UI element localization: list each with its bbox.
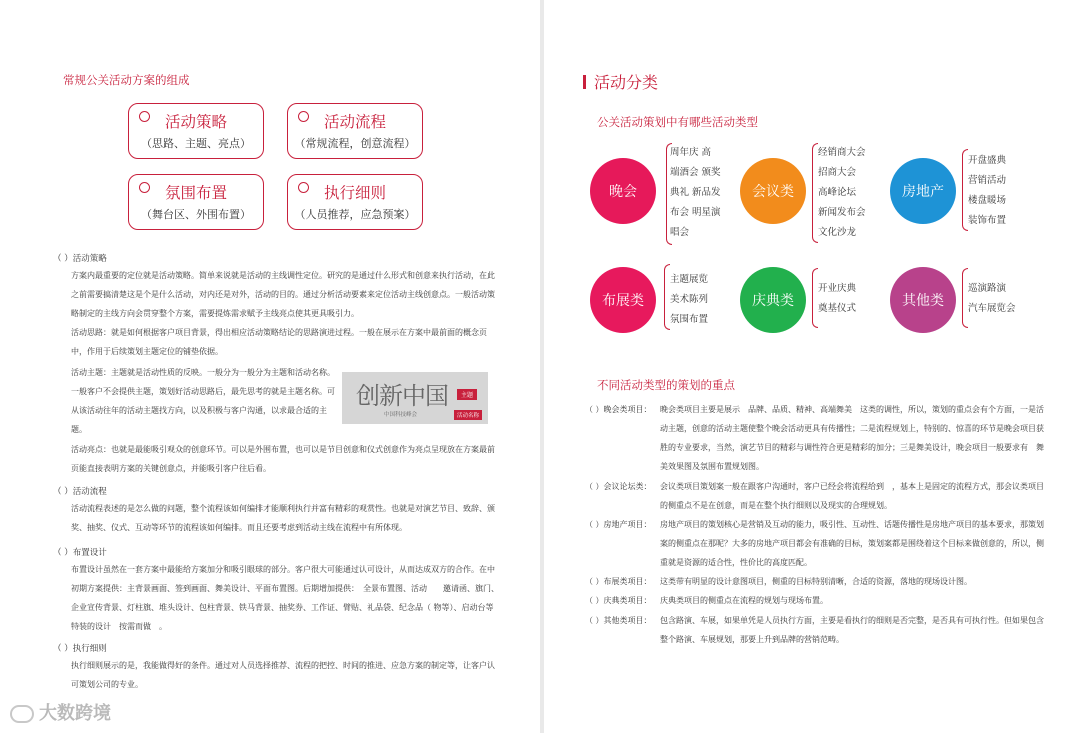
focus-label: （ ）房地产项目： xyxy=(585,520,652,529)
logo-tag-name: 活动名称 xyxy=(454,410,482,420)
category-list-celebration xyxy=(818,279,856,319)
card-title: 活动策略 xyxy=(164,113,227,131)
title-accent-bar xyxy=(583,75,586,89)
category-list-realestate xyxy=(968,151,1006,231)
watermark xyxy=(10,699,111,725)
para-process: 活动流程表述的是怎么做的问题，整个流程该如何编排才能顺利执行并富有精彩的观赏性。也就是对演艺节目、致辞、颁奖、抽奖、仪式、互动等环节的流程该如何编排。而且还要考虑到活动主线在流程中有所体现。 xyxy=(71,504,495,532)
list-item: 端酒会 颁奖 xyxy=(670,167,721,178)
focus-label: （ ）布展类项目： xyxy=(585,577,652,586)
para-theme: 活动主题：主题就是活动性质的反映。一般分为一般分为主题和活动名称。一般客户不会提供主题，策划好活动思路后，最先思考的就是主题名称。可从该活动往年的活动主题找方向，以及积极与客户沟通，以求最合适的主题。 xyxy=(71,368,335,434)
focus-text: 晚会类项目主要是展示 品牌、品质、精神、高端舞美 这类的调性，所以，策划的重点会有个方面，一是活动主题，创意的活动主题使整个晚会活动更具有传播性；二是流程规划上，特别的、惊喜的环节是晚会项目获胜的专业要求，当然，演艺节目的精彩与调性符合更是精彩的加分；三是舞美设计，晚会项目一般要求有 舞美效果图及氛围布置规划图。 xyxy=(660,405,1044,471)
card-execution xyxy=(287,174,423,230)
category-list-meeting xyxy=(818,143,866,243)
focus-label: （ ）庆典类项目： xyxy=(585,596,652,605)
card-subtitle: （舞台区、外围布置） xyxy=(141,208,251,221)
list-item: 装饰布置 xyxy=(968,215,1007,226)
list-item: 开业庆典 xyxy=(818,283,857,294)
list-item: 经销商大会 xyxy=(818,147,866,158)
section-process-heading: （ ）活动流程 xyxy=(53,487,107,497)
list-item: 主题展览 xyxy=(670,274,709,285)
focus-text: 包含路演、车展，如果单凭是人员执行方面，主要是看执行的细则是否完整，是否具有可执行性。但如果包含整个路演、车展规划，那要上升到品牌的营销范畴。 xyxy=(660,616,1044,644)
focus-title: 不同活动类型的策划的重点 xyxy=(597,378,735,392)
category-circle-party: 晚会 xyxy=(590,158,656,224)
logo-main-text: 创新中国 xyxy=(356,382,448,410)
page-spine xyxy=(540,0,544,733)
list-item: 新闻发布会 xyxy=(818,207,866,218)
focus-label: （ ）会议论坛类： xyxy=(585,482,652,491)
category-list-exhibition xyxy=(670,270,708,330)
left-heading: 常规公关活动方案的组成 xyxy=(63,73,190,87)
para-execution: 执行细则展示的是，我能做得好的条件。通过对人员选择推荐、流程的把控、时间的推进、应急方案的制定等，让客户认可策划公司的专业。 xyxy=(71,661,495,689)
card-title: 氛围布置 xyxy=(164,184,227,202)
list-item: 氛围布置 xyxy=(670,314,709,325)
right-subtitle: 公关活动策划中有哪些活动类型 xyxy=(597,115,758,129)
focus-text: 房地产项目的策划核心是营销及互动的能力，吸引性、互动性、话题传播性是房地产项目的基本要求，那策划案的侧重点在那呢？大多的房地产项目都会有准确的目标，策划案都是围绕着这个目标来做创意的，所以，侧重就是资源的适合性，性价比的高度匹配。 xyxy=(660,520,1044,567)
category-circle-realestate: 房地产 xyxy=(890,158,956,224)
logo-tag-theme: 主题 xyxy=(457,389,477,400)
section-strategy-heading: （ ）活动策略 xyxy=(53,254,107,264)
circle-icon xyxy=(139,111,150,122)
watermark-text: 大数跨境 xyxy=(39,703,111,724)
section-execution-heading: （ ）执行细则 xyxy=(53,644,107,654)
list-item: 文化沙龙 xyxy=(818,227,857,238)
focus-text: 庆典类项目的侧重点在流程的规划与现场布置。 xyxy=(660,596,828,605)
card-layout xyxy=(128,174,264,230)
card-process xyxy=(287,103,423,159)
watermark-logo-icon xyxy=(10,705,34,723)
category-circle-celebration: 庆典类 xyxy=(740,267,806,333)
right-page xyxy=(540,0,1080,733)
category-list-other xyxy=(968,279,1016,319)
card-title: 活动流程 xyxy=(323,113,386,131)
card-title: 执行细则 xyxy=(323,184,386,202)
list-item: 高峰论坛 xyxy=(818,187,857,198)
card-strategy xyxy=(128,103,264,159)
list-item: 布会 明星演 xyxy=(670,207,721,218)
circle-icon xyxy=(298,111,309,122)
circle-icon xyxy=(298,182,309,193)
para-highlight: 活动亮点：也就是最能吸引观众的创意环节。可以是外围布置，也可以是节目创意和仪式创意作为亮点呈现放在方案最前页能直接表明方案的关键创意点，并能吸引客户往后看。 xyxy=(71,445,495,473)
category-circle-meeting: 会议类 xyxy=(740,158,806,224)
list-item: 典礼 新品发 xyxy=(670,187,721,198)
card-subtitle: （常规流程，创意流程） xyxy=(294,137,416,150)
list-item: 楼盘暖场 xyxy=(968,195,1007,206)
list-item: 美术陈列 xyxy=(670,294,709,305)
category-circle-exhibition: 布展类 xyxy=(590,267,656,333)
list-item: 汽车展览会 xyxy=(968,303,1016,314)
section-design-heading: （ ）布置设计 xyxy=(53,548,107,558)
focus-label: （ ）其他类项目： xyxy=(585,616,652,625)
para-approach: 活动思路：就是如何根据客户项目背景，得出相应活动策略结论的思路演进过程。一般在展示在方案中最前面的概念页中，作用于后续策划主题定位的铺垫依据。 xyxy=(71,328,487,356)
card-subtitle: （思路、主题、亮点） xyxy=(141,137,251,150)
list-item: 唱会 xyxy=(670,227,690,238)
list-item: 巡演路演 xyxy=(968,283,1007,294)
list-item: 营销活动 xyxy=(968,175,1007,186)
category-list-party xyxy=(670,143,721,243)
right-title: 活动分类 xyxy=(594,73,659,92)
focus-text: 这类带有明显的设计意图项目，侧重的目标特别清晰，合适的资源，落地的现场设计图。 xyxy=(660,577,972,586)
list-item: 周年庆 高 xyxy=(670,147,712,158)
focus-label: （ ）晚会类项目： xyxy=(585,405,652,414)
card-subtitle: （人员推荐，应急预案） xyxy=(294,208,416,221)
circle-icon xyxy=(139,182,150,193)
para-strategy: 方案内最重要的定位就是活动策略。简单来说就是活动的主线调性定位。研究的是通过什么形式和创意来执行活动，在此之前需要搞清楚这是个是什么活动，对内还是对外，活动的目的。通过分析活动要素来定位活动主线创意点。一般活动策略制定的主线方向会贯穿整个方案，需要提炼需求赋予主线亮点使其更具吸引力。 xyxy=(71,271,495,318)
event-logo-image xyxy=(342,372,488,424)
list-item: 开盘盛典 xyxy=(968,155,1007,166)
category-circle-other: 其他类 xyxy=(890,267,956,333)
para-design: 布置设计虽然在一套方案中最能给方案加分和吸引眼球的部分。客户很大可能通过认可设计，从而达成双方的合作。在中初期方案提供：主背景画面、签到画面、舞美设计、平面布置图。后期增加提供： 全景布置图、活动 邀请函、旗门、企业宣传背景、灯柱旗、堆头设计、包柱背景、铁马背景、抽奖券、工作证、臂贴、礼品袋、纪念品（ 物等）、启动台等特装的设计 按需而做 。 xyxy=(71,565,499,631)
focus-text: 会议类项目策划案一般在跟客户沟通时，客户已经会将流程给到 ，基本上是固定的流程方式，那会议类项目的侧重点不是在创意，而是在整个执行细则以及现实的合理规划。 xyxy=(660,482,1044,510)
list-item: 招商大会 xyxy=(818,167,857,178)
list-item: 奠基仪式 xyxy=(818,303,857,314)
logo-sub-text: 中国科技峰会 xyxy=(384,412,418,418)
